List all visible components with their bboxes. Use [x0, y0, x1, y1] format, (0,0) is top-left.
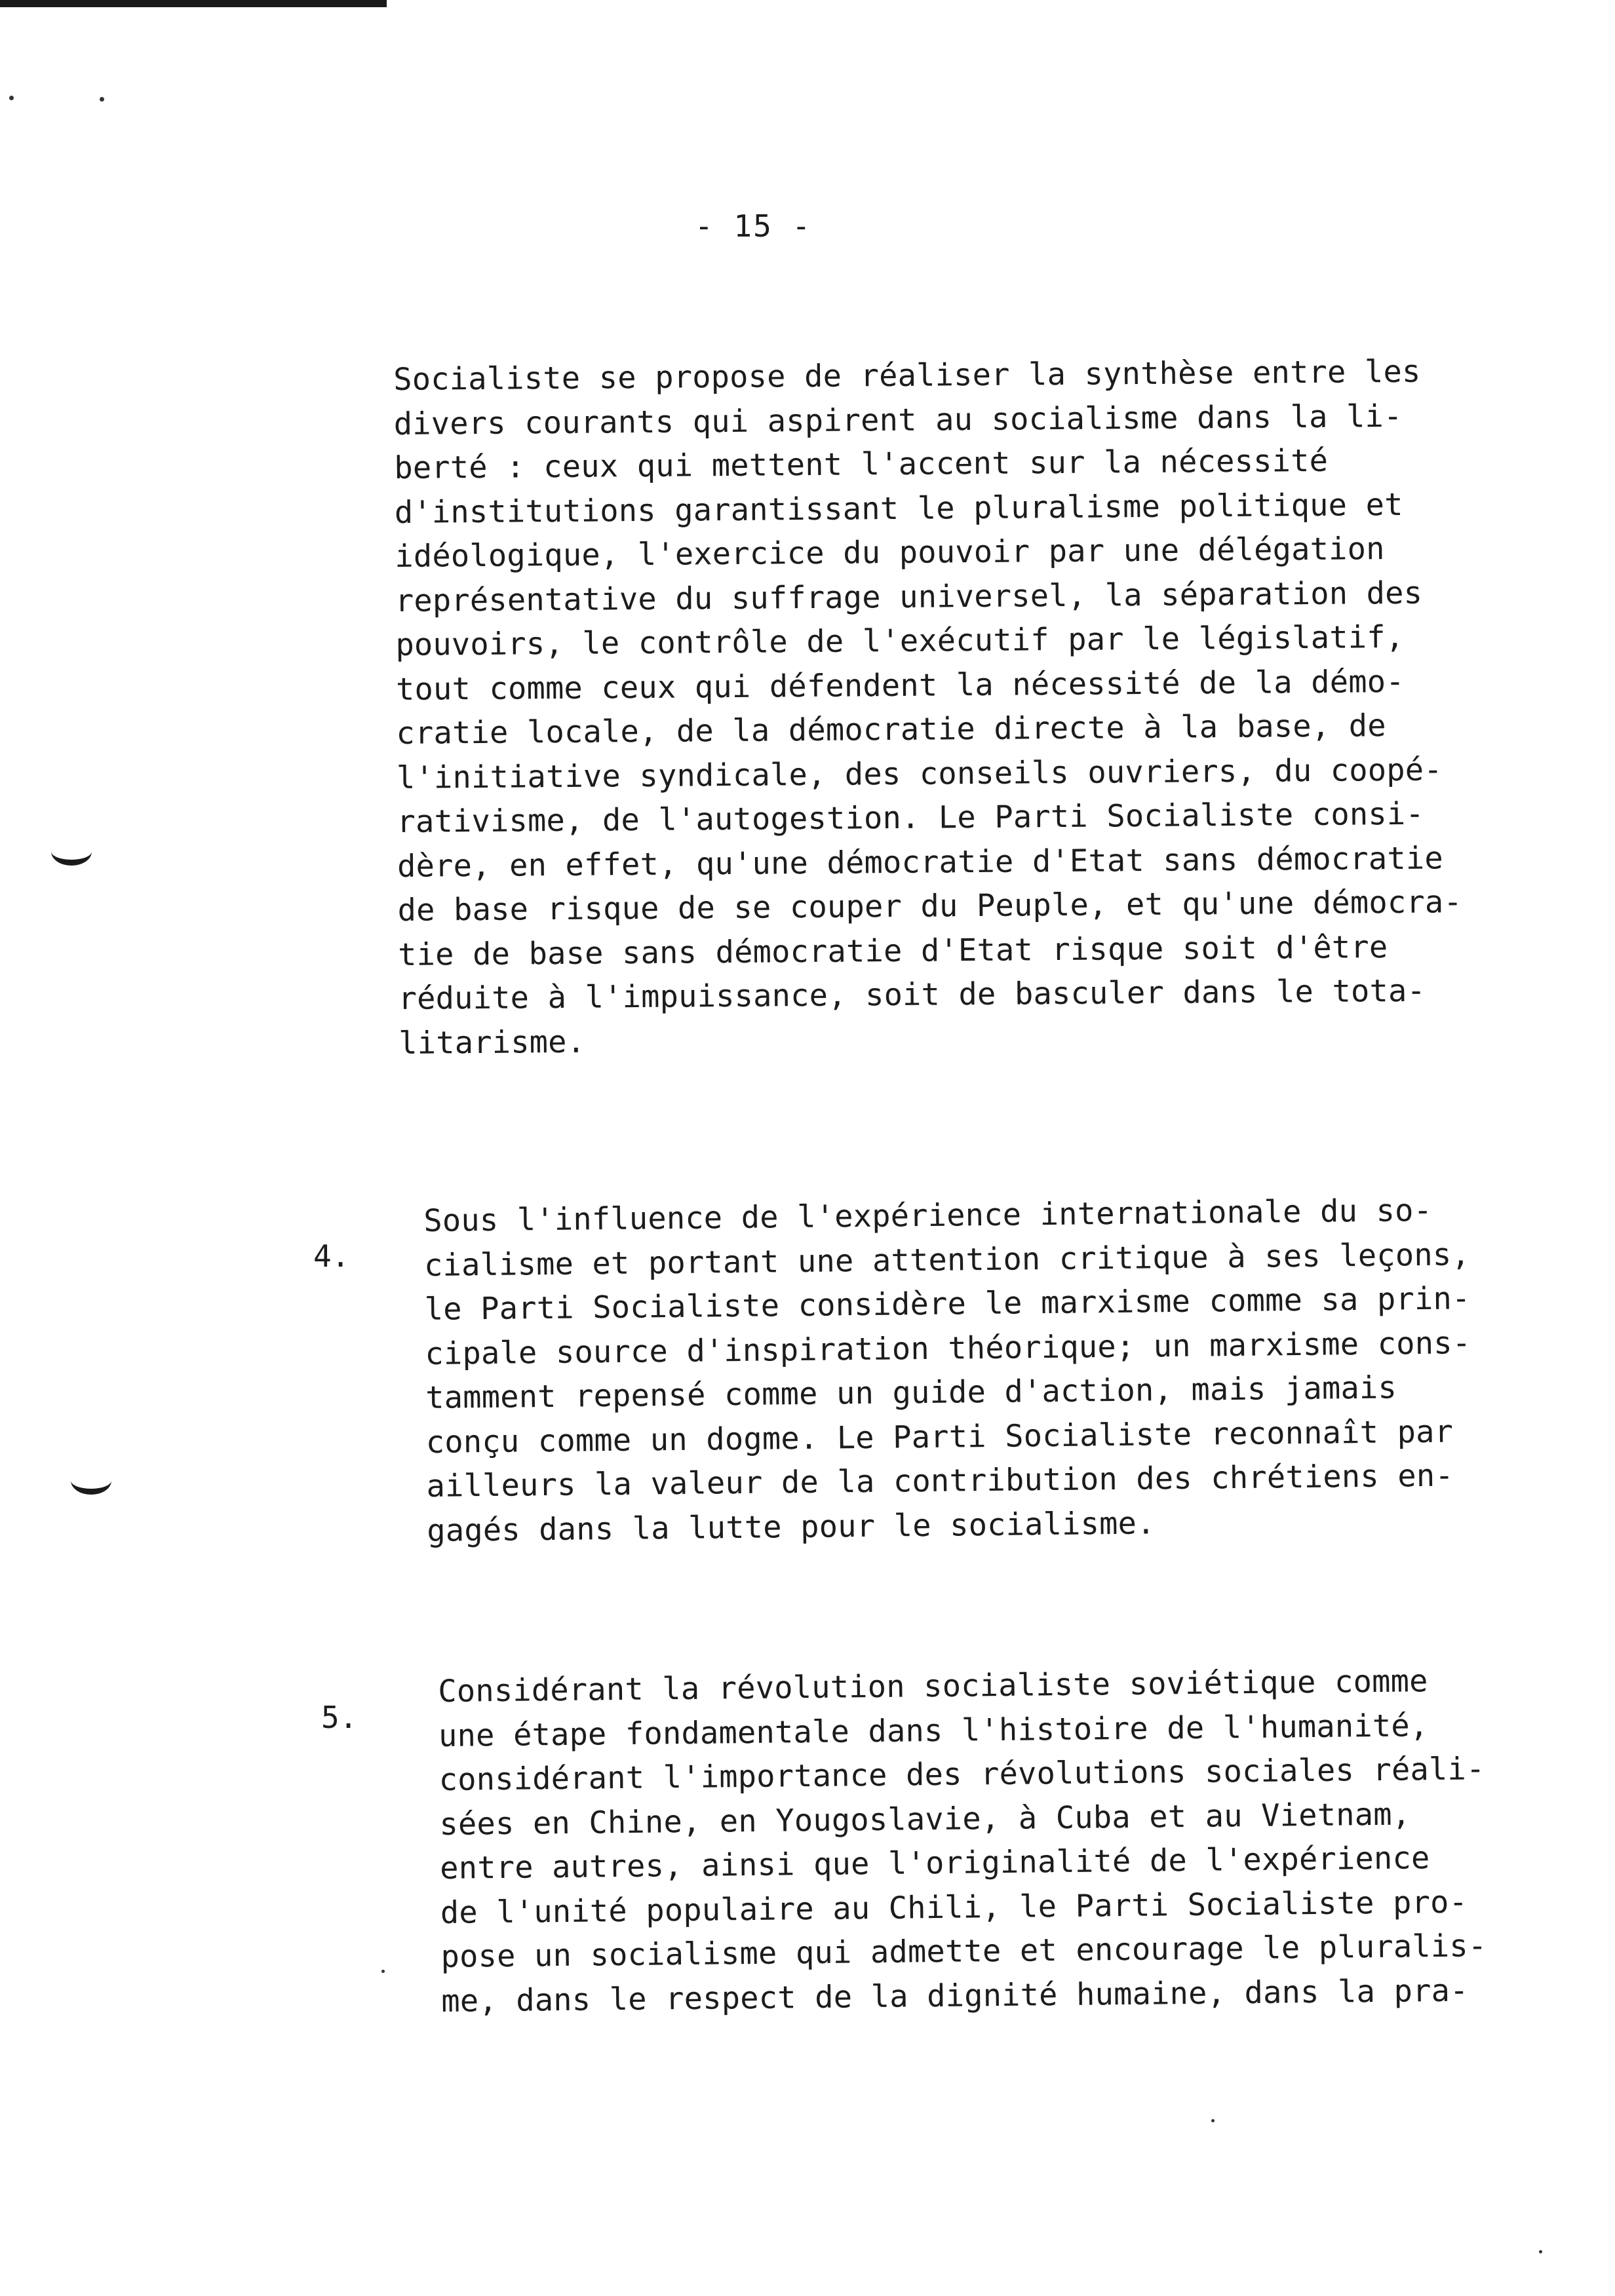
scan-speck	[381, 1970, 385, 1973]
text-line: de base risque de se couper du Peuple, et qu'une démocra-	[397, 884, 1463, 928]
text-line: conçu comme un dogme. Le Parti Socialiste reconnaît par	[425, 1413, 1454, 1461]
scan-speck	[1211, 2119, 1215, 2122]
text-line: berté : ceux qui mettent l'accent sur la nécessité	[394, 442, 1329, 486]
item-5-paragraph	[438, 1658, 1569, 2023]
item-number: 4.	[313, 1238, 350, 1274]
text-line: cipale source d'inspiration théorique; un marxisme cons-	[425, 1324, 1471, 1372]
scan-speck	[1539, 2250, 1542, 2253]
text-line: dère, en effet, qu'une démocratie d'Etat sans démocratie	[397, 839, 1444, 885]
scan-speck	[100, 97, 104, 102]
margin-hole-mark	[71, 1466, 111, 1495]
scan-top-rule	[0, 0, 387, 7]
text-line: tamment repensé comme un guide d'action, mais jamais	[425, 1369, 1397, 1416]
text-line: Sous l'influence de l'expérience internationale du so-	[423, 1192, 1433, 1239]
text-line: tie de base sans démocratie d'Etat risque soit d'être	[397, 928, 1388, 973]
text-line: représentative du suffrage universel, la séparation des	[395, 575, 1423, 619]
text-line: rativisme, de l'autogestion. Le Parti Socialiste consi-	[397, 795, 1425, 840]
text-line: Considérant la révolution socialiste soviétique comme	[438, 1663, 1428, 1710]
margin-hole-mark	[51, 837, 92, 866]
text-line: sées en Chine, en Yougoslavie, à Cuba et au Vietnam,	[439, 1795, 1411, 1843]
text-line: pose un socialisme qui admette et encourage le pluralis-	[440, 1928, 1487, 1975]
intro-paragraph	[393, 349, 1526, 1065]
text-line: de l'unité populaire au Chili, le Parti Socialiste pro-	[440, 1884, 1468, 1931]
text-line: d'institutions garantissant le pluralisme politique et	[394, 486, 1403, 531]
scan-speck	[9, 96, 14, 100]
text-line: divers courants qui aspirent au socialisme dans la li-	[393, 398, 1403, 442]
text-line: tout comme ceux qui défendent la nécessité de la démo-	[395, 663, 1405, 708]
item-number: 5.	[321, 1700, 358, 1735]
item-4-paragraph	[423, 1187, 1555, 1553]
page-number: - 15 -	[695, 208, 812, 244]
text-line: gagés dans la lutte pour le socialisme.	[427, 1504, 1156, 1549]
text-line: cialisme et portant une attention critique à ses leçons,	[423, 1236, 1471, 1284]
text-line: une étape fondamentale dans l'histoire de l'humanité,	[438, 1707, 1429, 1754]
text-line: idéologique, l'exercice du pouvoir par une délégation	[395, 531, 1385, 575]
text-line: l'initiative syndicale, des conseils ouvriers, du coopé-	[396, 751, 1443, 796]
text-line: cratie locale, de la démocratie directe à la base, de	[396, 708, 1386, 752]
text-line: réduite à l'impuissance, soit de basculer dans le tota-	[398, 972, 1426, 1017]
text-line: litarisme.	[398, 1024, 586, 1062]
text-line: le Parti Socialiste considère le marxisme comme sa prin-	[424, 1280, 1471, 1328]
text-line: pouvoirs, le contrôle de l'exécutif par le législatif,	[395, 619, 1405, 663]
text-line: ailleurs la valeur de la contribution des chrétiens en-	[426, 1457, 1454, 1504]
text-line: considérant l'importance des révolutions sociales réali-	[438, 1751, 1485, 1798]
text-line: Socialiste se propose de réaliser la synthèse entre les	[393, 353, 1421, 398]
text-line: entre autres, ainsi que l'originalité de l'expérience	[439, 1840, 1430, 1886]
text-line: me, dans le respect de la dignité humaine, dans la pra-	[441, 1972, 1469, 2019]
